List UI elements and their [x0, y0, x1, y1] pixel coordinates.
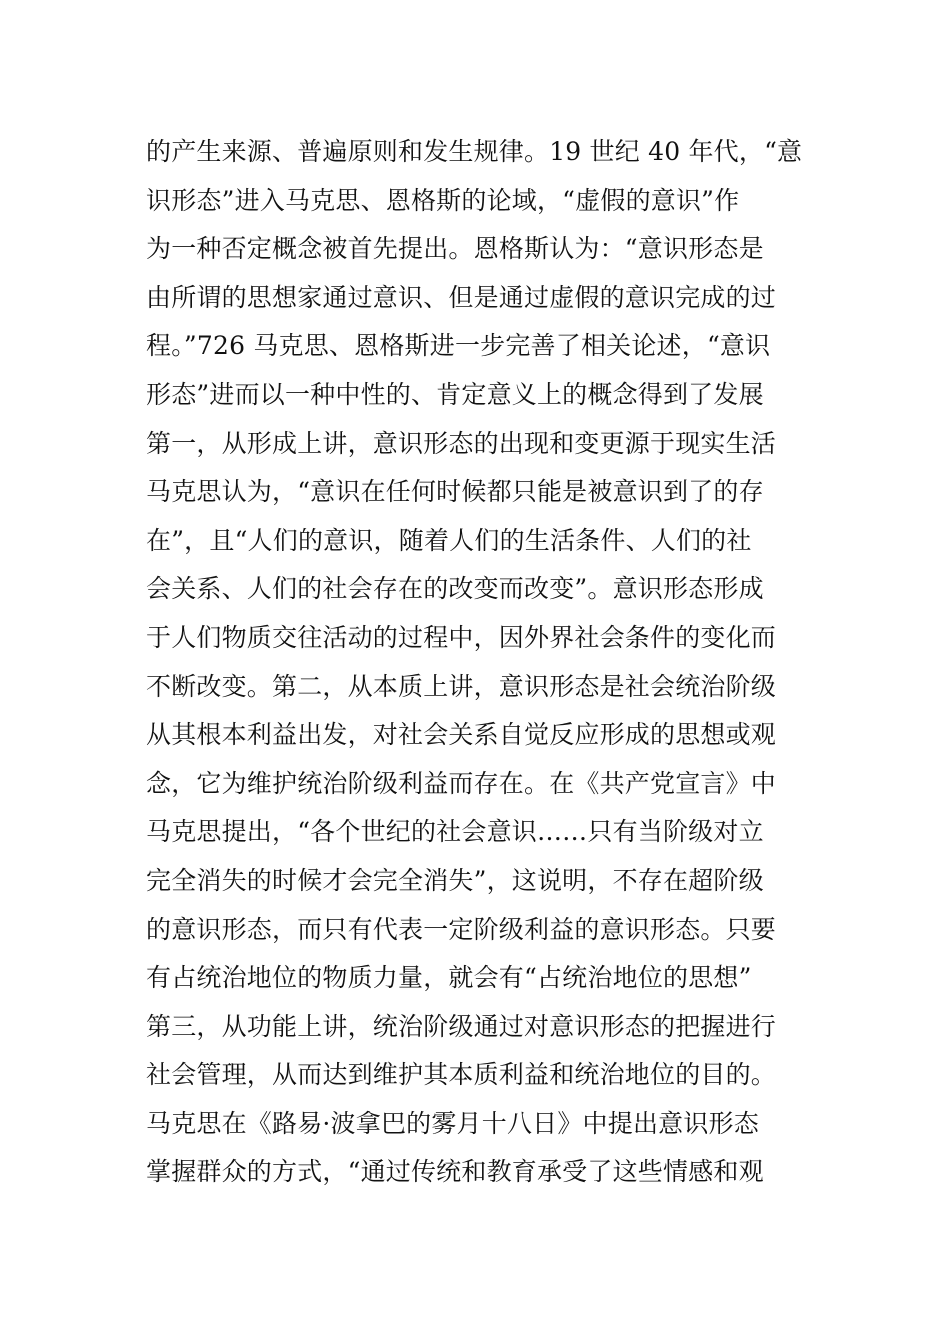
text-line: 第一，从形成上讲，意识形态的出现和变更源于现实生活: [146, 428, 777, 458]
text-line: 会关系、人们的社会存在的改变而改变”。意识形态形成: [146, 574, 764, 604]
text-line: 掌握群众的方式，“通过传统和教育承受了这些情感和观: [146, 1157, 764, 1187]
text-line: 社会管理，从而达到维护其本质利益和统治地位的目的。: [146, 1060, 777, 1090]
text-line: 识形态”进入马克思、恩格斯的论域，“虚假的意识”作: [146, 185, 740, 215]
text-line: 于人们物质交往活动的过程中，因外界社会条件的变化而: [146, 622, 777, 652]
text-line: 不断改变。第二，从本质上讲，意识形态是社会统治阶级: [146, 671, 777, 701]
text-line: 马克思认为，“意识在任何时候都只能是被意识到了的存: [146, 477, 764, 507]
text-line: 为一种否定概念被首先提出。恩格斯认为：“意识形态是: [146, 234, 764, 264]
text-line: 马克思提出，“各个世纪的社会意识……只有当阶级对立: [146, 817, 764, 847]
text-line: 完全消失的时候才会完全消失”，这说明，不存在超阶级: [146, 865, 764, 895]
text-line: 在”，且“人们的意识，随着人们的生活条件、人们的社: [146, 525, 752, 555]
text-line: 形态”进而以一种中性的、肯定意义上的概念得到了发展: [146, 379, 764, 409]
text-line: 念，它为维护统治阶级利益而存在。在《共产党宣言》中: [146, 768, 777, 798]
text-line: 由所谓的思想家通过意识、但是通过虚假的意识完成的过: [146, 282, 777, 312]
text-line: 的产生来源、普遍原则和发生规律。19 世纪 40 年代，“意: [146, 137, 803, 166]
text-line: 第三，从功能上讲，统治阶级通过对意识形态的把握进行: [146, 1011, 777, 1041]
text-line: 的意识形态，而只有代表一定阶级利益的意识形态。只要: [146, 914, 777, 944]
text-line: 马克思在《路易·波拿巴的雾月十八日》中提出意识形态: [146, 1108, 759, 1138]
text-line: 有占统治地位的物质力量，就会有“占统治地位的思想”: [146, 963, 752, 993]
text-line: 程。”726 马克思、恩格斯进一步完善了相关论述，“意识: [146, 331, 771, 361]
text-line: 从其根本利益出发，对社会关系自觉反应形成的思想或观: [146, 720, 777, 750]
body-text: [146, 128, 816, 1197]
